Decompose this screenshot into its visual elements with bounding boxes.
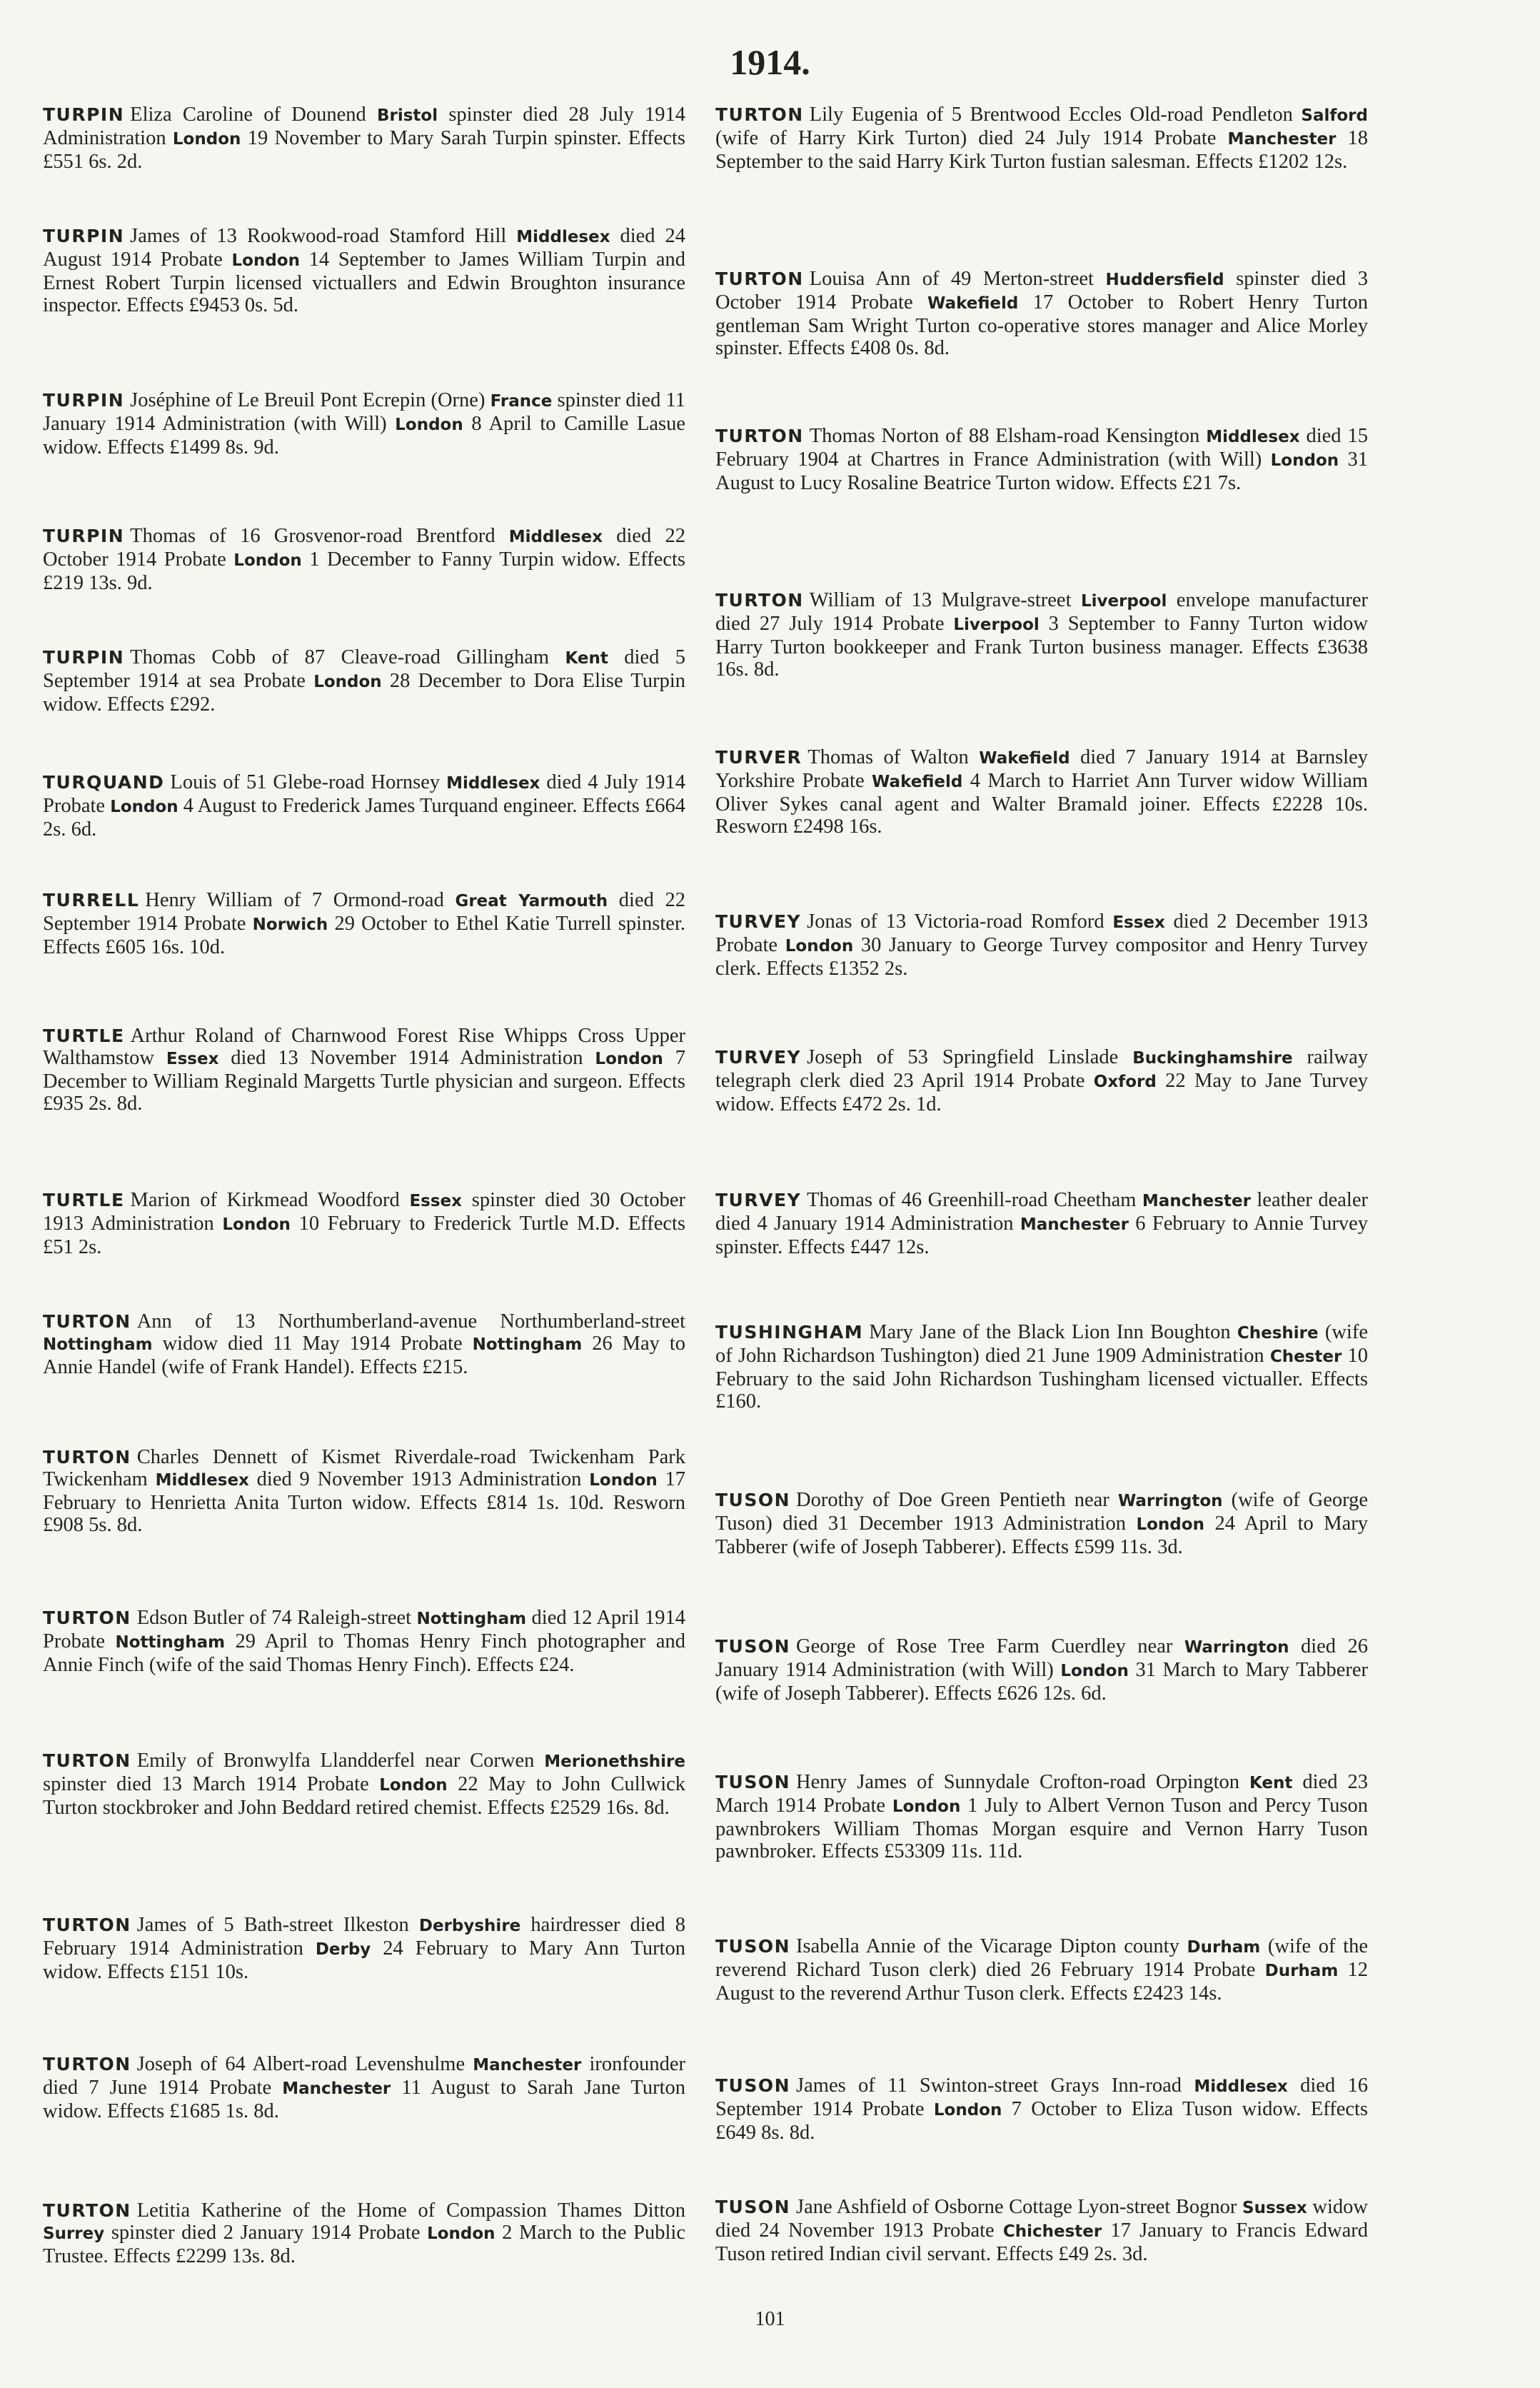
register-entry — [715, 589, 1368, 681]
entry-place: London — [172, 130, 241, 149]
entry-text: Thomas Cobb of 87 Cleave-road Gillingham — [130, 646, 565, 668]
entry-text: 4 August to Frederick James Turquand engineer. Effects £664 2s. 6d. — [43, 795, 685, 841]
entry-text: Henry William of 7 Ormond-road — [145, 889, 456, 911]
entry-place: Huddersfield — [1105, 271, 1224, 289]
entry-place: Essex — [166, 1050, 219, 1068]
entry-text: died 2 December 1913 Probate — [715, 910, 1368, 956]
entry-text: James of 11 Swinton-street Grays Inn-road — [796, 2075, 1194, 2097]
entry-text: 29 April to Thomas Henry Finch photographer and Annie Finch (wife of the said Thomas Henry Finch). Effects £24. — [43, 1630, 685, 1676]
entry-surname: TURRELL — [43, 890, 140, 910]
register-entry — [43, 771, 685, 841]
entry-text: 22 May to Jane Turvey widow. Effects £472 2s. 1d. — [715, 1070, 1368, 1115]
entry-surname: TURPIN — [43, 226, 125, 246]
entry-place: Sussex — [1242, 2199, 1307, 2217]
entry-text: 17 February to Henrietta Anita Turton widow. Effects £814 1s. 10d. Resworn £908 5s. 8d. — [43, 1468, 686, 1536]
entry-place: Manchester — [1227, 130, 1337, 149]
entry-place: Middlesex — [516, 228, 610, 246]
entry-place: Buckinghamshire — [1132, 1049, 1293, 1068]
entry-text: 8 April to Camille Lasue widow. Effects £1499 8s. 9d. — [43, 413, 685, 458]
entry-place: London — [785, 937, 854, 955]
entry-place: Essex — [409, 1192, 462, 1210]
entry-place: Wakefield — [979, 749, 1070, 768]
entry-text: Joseph of 64 Albert-road Levenshulme — [136, 2053, 473, 2075]
entry-text: (wife of the reverend Richard Tuson clerk) died 26 February 1914 Probate — [715, 1935, 1368, 1981]
register-entry — [715, 2196, 1368, 2265]
entry-text: Dorothy of Doe Green Pentieth near — [796, 1489, 1118, 1511]
entry-text: died 15 February 1904 at Chartres in France Administration (with Will) — [715, 425, 1368, 471]
register-entry — [43, 225, 685, 316]
entry-place: Middlesex — [1194, 2077, 1288, 2096]
entry-text: railway telegraph clerk died 23 April 1914 Probate — [715, 1046, 1368, 1092]
entry-place: Derby — [315, 1940, 371, 1959]
entry-surname: TURPIN — [43, 390, 125, 411]
entry-text: 7 December to William Reginald Margetts Turtle physician and surgeon. Effects £935 2s. 8d. — [43, 1047, 686, 1115]
register-entry — [715, 2075, 1368, 2144]
register-entry — [715, 1189, 1368, 1258]
entry-surname: TURPIN — [43, 526, 125, 546]
entry-text: James of 13 Rookwood-road Stamford Hill — [130, 225, 517, 247]
entry-place: Manchester — [282, 2080, 391, 2098]
entry-text: 17 January to Francis Edward Tuson retired Indian civil servant. Effects £49 2s. 3d. — [715, 2219, 1368, 2265]
entry-text: widow died 24 November 1913 Probate — [715, 2196, 1368, 2242]
entry-text: Arthur Roland of Charnwood Forest Rise Whipps Cross Upper Walthamstow — [43, 1025, 685, 1069]
entry-text: 11 August to Sarah Jane Turton widow. Effects £1685 1s. 8d. — [43, 2077, 685, 2122]
entry-place: Essex — [1112, 913, 1165, 932]
entry-text: 31 March to Mary Tabberer (wife of Joseph Tabberer). Effects £626 12s. 6d. — [715, 1659, 1368, 1705]
entry-text: William of 13 Mulgrave-street — [809, 589, 1081, 611]
entry-place: London — [231, 251, 300, 270]
entry-text: Edson Butler of 74 Raleigh-street — [136, 1607, 417, 1629]
entry-text: died 22 October 1914 Probate — [43, 525, 685, 571]
register-entry — [715, 104, 1368, 173]
register-entry — [715, 1321, 1368, 1413]
entry-text: Ann of 13 Northumberland-avenue Northumberland-street — [136, 1310, 685, 1333]
entry-text: 19 November to Mary Sarah Turpin spinster. Effects £551 6s. 2d. — [43, 127, 686, 173]
entry-text: widow died 11 May 1914 Probate — [152, 1333, 473, 1355]
entry-surname: TUSON — [715, 1936, 791, 1957]
entry-place: Durham — [1187, 1938, 1261, 1957]
entry-text: 10 February to the said John Richardson Tushingham licensed victualler. Effects £160. — [715, 1345, 1368, 1413]
entry-text: Emily of Bronwylfa Llandderfel near Corwen — [136, 1750, 545, 1772]
entry-surname: TUSON — [715, 1636, 791, 1657]
entry-text: died 22 September 1914 Probate — [43, 889, 685, 935]
entry-place: Surrey — [43, 2224, 105, 2243]
register-entry — [715, 910, 1368, 980]
register-entry — [43, 389, 685, 458]
entry-text: Thomas of 46 Greenhill-road Cheetham — [807, 1189, 1142, 1211]
register-entry — [715, 1489, 1368, 1558]
page-number: 101 — [755, 2308, 785, 2330]
entry-place: Nottingham — [43, 1335, 153, 1354]
register-entry — [43, 525, 685, 594]
entry-text: Louisa Ann of 49 Merton-street — [809, 268, 1106, 290]
entry-text: 31 August to Lucy Rosaline Beatrice Turton widow. Effects £21 7s. — [715, 448, 1369, 494]
entry-surname: TUSON — [715, 2197, 791, 2217]
register-entry — [43, 1914, 685, 1983]
entry-surname: TURTON — [43, 1750, 131, 1771]
entry-text: (wife of John Richardson Tushington) died 21 June 1909 Administration — [715, 1321, 1368, 1367]
entry-text: spinster died 28 July 1914 Administration — [43, 104, 685, 149]
entry-surname: TUSON — [715, 1490, 791, 1510]
register-entry — [43, 2053, 685, 2122]
entry-text: (wife of George Tuson) died 31 December 1913 Administration — [715, 1489, 1369, 1535]
entry-text: ironfounder died 7 June 1914 Probate — [43, 2053, 685, 2099]
entry-surname: TURTLE — [43, 1190, 125, 1210]
entry-place: London — [589, 1471, 658, 1490]
entry-place: Wakefield — [927, 294, 1019, 313]
entry-place: France — [490, 392, 553, 411]
entry-text: 7 October to Eliza Tuson widow. Effects £649 8s. 8d. — [715, 2098, 1369, 2144]
entry-place: Durham — [1264, 1962, 1339, 1980]
entry-text: died 23 March 1914 Probate — [715, 1771, 1368, 1817]
entry-text: 6 February to Annie Turvey spinster. Effects £447 12s. — [715, 1213, 1368, 1258]
register-entry — [43, 1025, 685, 1115]
register-entry — [43, 1310, 685, 1378]
entry-text: Charles Dennett of Kismet Riverdale-road Twickenham Park Twickenham — [43, 1446, 685, 1490]
entry-place: London — [110, 798, 178, 816]
entry-place: London — [933, 2101, 1002, 2119]
entry-text: Mary Jane of the Black Lion Inn Boughton — [869, 1321, 1237, 1343]
entry-surname: TURTON — [715, 104, 804, 125]
entry-text: died 4 July 1914 Probate — [43, 771, 686, 817]
register-entry — [43, 1607, 685, 1676]
entry-place: London — [379, 1776, 448, 1795]
entry-text: died 7 January 1914 at Barnsley Yorkshire Probate — [715, 746, 1368, 792]
entry-place: London — [395, 416, 463, 434]
entry-text: died 13 November 1914 Administration — [218, 1047, 595, 1069]
entry-surname: TURPIN — [43, 104, 125, 125]
entry-text: 12 August to the reverend Arthur Tuson clerk. Effects £2423 14s. — [715, 1959, 1369, 2005]
entry-place: Chester — [1269, 1348, 1342, 1366]
register-entry — [715, 1046, 1368, 1115]
entry-surname: TURVEY — [715, 1047, 802, 1068]
entry-text: leather dealer died 4 January 1914 Administration — [715, 1189, 1368, 1235]
entry-text: spinster died 2 January 1914 Probate — [104, 2222, 428, 2244]
register-entry — [43, 646, 685, 716]
entry-place: London — [427, 2224, 495, 2243]
entry-place: Salford — [1301, 106, 1368, 125]
entry-text: (wife of Harry Kirk Turton) died 24 July 1914 Probate — [715, 127, 1228, 149]
register-entry — [43, 1189, 685, 1258]
entry-surname: TUSON — [715, 2075, 791, 2096]
register-entry — [43, 104, 685, 173]
entry-text: died 5 September 1914 at sea Probate — [43, 646, 685, 692]
entry-place: Kent — [565, 649, 608, 668]
entry-text: Louis of 51 Glebe-road Hornsey — [170, 771, 447, 793]
entry-text: Thomas of Walton — [807, 746, 980, 768]
entry-text: 4 March to Harriet Ann Turver widow William Oliver Sykes canal agent and Walter Bramald joiner. Effects £2228 10s. Resworn £2498 16s. — [715, 770, 1368, 838]
entry-text: 18 September to the said Harry Kirk Turton fustian salesman. Effects £1202 12s. — [715, 127, 1368, 173]
entry-surname: TURTON — [43, 1915, 131, 1935]
entry-surname: TURTLE — [43, 1025, 125, 1046]
entry-text: Henry James of Sunnydale Crofton-road Orpington — [796, 1771, 1249, 1793]
entry-place: Chichester — [1002, 2222, 1102, 2241]
register-entry — [715, 425, 1368, 494]
entry-text: Thomas Norton of 88 Elsham-road Kensington — [809, 425, 1207, 447]
entry-text: Jonas of 13 Victoria-road Romford — [807, 910, 1113, 933]
entry-place: London — [1270, 451, 1339, 470]
entry-text: Jane Ashfield of Osborne Cottage Lyon-street Bognor — [796, 2196, 1242, 2218]
register-entry — [715, 1771, 1368, 1862]
page-year-heading: 1914. — [730, 42, 810, 82]
entry-surname: TURTON — [715, 590, 804, 611]
entry-text: spinster died 30 October 1913 Administration — [43, 1189, 685, 1235]
entry-text: 29 October to Ethel Katie Turrell spinster. Effects £605 16s. 10d. — [43, 913, 685, 958]
entry-text: died 9 November 1913 Administration — [248, 1468, 590, 1490]
entry-surname: TURTON — [43, 2054, 131, 2075]
entry-text: 14 September to James William Turpin and Ernest Robert Turpin licensed victuallers and Edwin Broughton insurance inspector. Effects £9453 0s. 5d. — [43, 249, 685, 316]
register-entry — [43, 2199, 685, 2267]
entry-text: Isabella Annie of the Vicarage Dipton county — [796, 1935, 1187, 1957]
entry-place: Cheshire — [1237, 1324, 1319, 1343]
entry-text: Thomas of 16 Grosvenor-road Brentford — [130, 525, 509, 547]
entry-surname: TURTON — [43, 2200, 131, 2221]
entry-text: James of 5 Bath-street Ilkeston — [136, 1914, 419, 1936]
entry-surname: TURTON — [43, 1607, 131, 1628]
entry-text: Joséphine of Le Breuil Pont Ecrepin (Orne) — [130, 389, 490, 411]
entry-place: Oxford — [1093, 1073, 1157, 1091]
register-entry — [715, 268, 1368, 359]
entry-place: Bristol — [376, 106, 438, 125]
entry-place: Warrington — [1117, 1492, 1223, 1510]
entry-place: Middlesex — [1206, 428, 1300, 446]
entry-surname: TURPIN — [43, 647, 125, 668]
entry-surname: TURVEY — [715, 1190, 802, 1210]
entry-text: 24 April to Mary Tabberer (wife of Joseph Tabberer). Effects £599 11s. 3d. — [715, 1512, 1368, 1558]
entry-place: London — [1136, 1515, 1204, 1534]
entry-place: Merionethshire — [544, 1752, 685, 1771]
entry-place: Manchester — [1142, 1192, 1251, 1210]
entry-text: 22 May to John Cullwick Turton stockbroker and John Beddard retired chemist. Effects £2529 16s. 8d. — [43, 1773, 686, 1819]
entry-text: Marion of Kirkmead Woodford — [130, 1189, 410, 1211]
entry-surname: TURTON — [715, 269, 804, 289]
entry-text: 24 February to Mary Ann Turton widow. Effects £151 10s. — [43, 1937, 685, 1983]
entry-text: Joseph of 53 Springfield Linslade — [807, 1046, 1133, 1068]
entry-place: Middlesex — [446, 774, 540, 793]
entry-surname: TURQUAND — [43, 772, 165, 793]
entry-text: 3 September to Fanny Turton widow Harry Turton bookkeeper and Frank Turton business manager. Effects £3638 16s. 8d. — [715, 613, 1368, 681]
entry-place: London — [233, 551, 302, 570]
entry-place: Derbyshire — [418, 1917, 521, 1935]
entry-place: London — [313, 673, 382, 691]
entry-text: spinster died 11 January 1914 Administration (with Will) — [43, 389, 685, 435]
entry-text: spinster died 13 March 1914 Probate — [43, 1773, 380, 1795]
register-entry — [715, 1935, 1368, 2005]
register-entry — [43, 1446, 685, 1536]
entry-place: Nottingham — [416, 1610, 527, 1628]
entry-place: London — [1060, 1662, 1129, 1680]
entry-place: Middlesex — [155, 1471, 249, 1490]
entry-text: 1 December to Fanny Turpin widow. Effects £219 13s. 9d. — [43, 548, 685, 594]
entry-text: 28 December to Dora Elise Turpin widow. Effects £292. — [43, 670, 685, 716]
entry-surname: TURTON — [715, 426, 804, 446]
entry-text: George of Rose Tree Farm Cuerdley near — [796, 1635, 1184, 1657]
entry-text: Eliza Caroline of Dounend — [130, 104, 377, 126]
register-entry — [43, 889, 685, 958]
entry-place: London — [222, 1215, 291, 1234]
entry-surname: TURVEY — [715, 911, 802, 932]
entry-surname: TURTON — [43, 1311, 131, 1332]
entry-text: died 12 April 1914 Probate — [43, 1607, 685, 1652]
entry-text: died 16 September 1914 Probate — [715, 2075, 1368, 2120]
entry-place: Norwich — [252, 915, 328, 934]
entry-surname: TUSON — [715, 1772, 791, 1792]
entry-text: spinster died 3 October 1914 Probate — [715, 268, 1368, 313]
entry-place: Wakefield — [872, 773, 963, 791]
entry-place: Middlesex — [508, 528, 603, 546]
entry-text: 1 July to Albert Vernon Tuson and Percy Tuson pawnbrokers William Thomas Morgan esquire and Vernon Harry Tuson pawnbroker. Effects £53309 11s. 11d. — [715, 1795, 1368, 1862]
entry-place: Manchester — [473, 2056, 582, 2075]
entry-text: died 26 January 1914 Administration (with Will) — [715, 1635, 1368, 1681]
entry-place: Great Yarmouth — [455, 892, 608, 910]
entry-place: London — [892, 1797, 961, 1816]
entry-place: Nottingham — [472, 1335, 583, 1354]
register-entry — [715, 746, 1368, 838]
entry-text: hairdresser died 8 February 1914 Administration — [43, 1914, 685, 1960]
entry-place: Liverpool — [953, 616, 1040, 634]
register-entry — [43, 1750, 685, 1819]
entry-place: Nottingham — [115, 1633, 226, 1652]
entry-place: Warrington — [1184, 1638, 1289, 1657]
entry-surname: TUSHINGHAM — [715, 1322, 864, 1343]
entry-surname: TURVER — [715, 747, 802, 768]
entry-text: Letitia Katherine of the Home of Compassion Thames Ditton — [136, 2199, 685, 2222]
entry-text: envelope manufacturer died 27 July 1914 Probate — [715, 589, 1369, 635]
entry-place: Liverpool — [1080, 592, 1167, 611]
entry-text: 10 February to Frederick Turtle M.D. Effects £51 2s. — [43, 1213, 686, 1258]
entry-place: Manchester — [1020, 1215, 1129, 1234]
entry-place: London — [595, 1050, 663, 1068]
entry-text: died 24 August 1914 Probate — [43, 225, 685, 271]
entry-place: Kent — [1249, 1774, 1293, 1792]
entry-text: Lily Eugenia of 5 Brentwood Eccles Old-road Pendleton — [809, 104, 1302, 126]
entry-surname: TURTON — [43, 1447, 131, 1468]
entry-text: 17 October to Robert Henry Turton gentleman Sam Wright Turton co-operative stores manager and Alice Morley spinster. Effects £408 0s. 8d. — [715, 291, 1368, 359]
entry-text: 2 March to the Public Trustee. Effects £2299 13s. 8d. — [43, 2222, 685, 2267]
entry-text: 30 January to George Turvey compositor and Henry Turvey clerk. Effects £1352 2s. — [715, 934, 1368, 980]
entry-text: 26 May to Annie Handel (wife of Frank Handel). Effects £215. — [43, 1333, 685, 1378]
register-entry — [715, 1635, 1368, 1705]
